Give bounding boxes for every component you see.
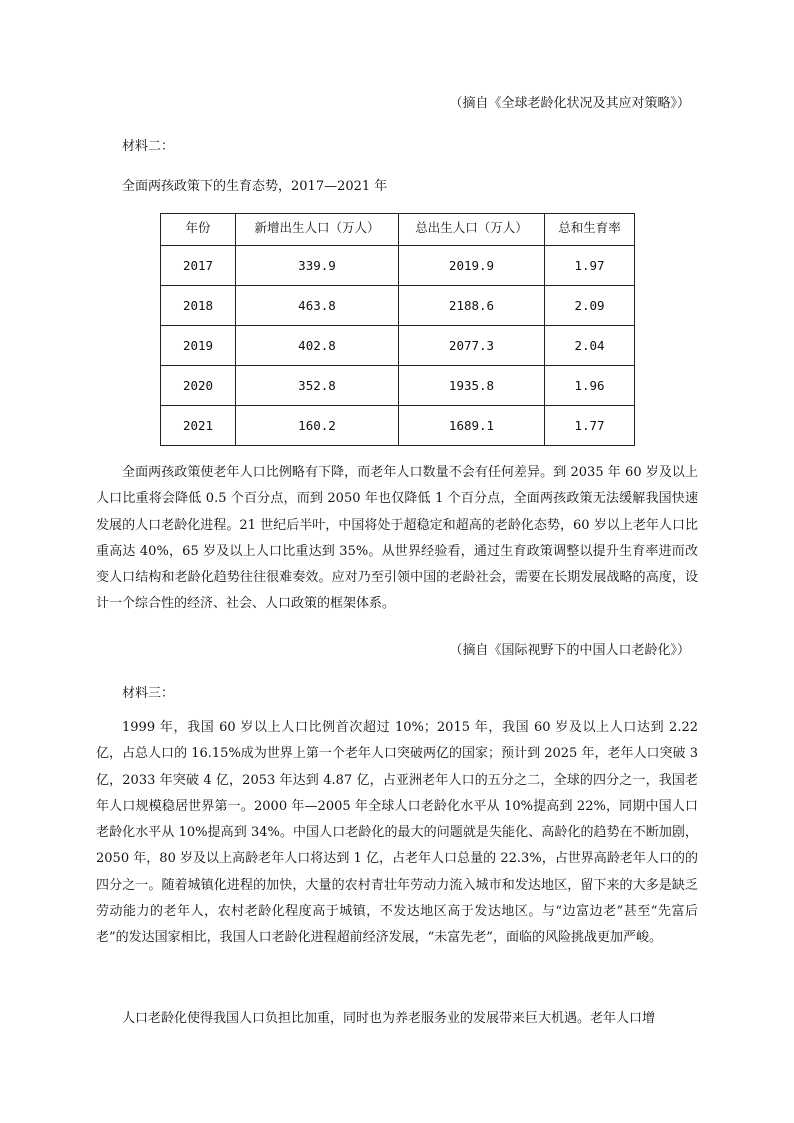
cell-year: 2021 [161, 406, 236, 446]
cell-total-births: 2077.3 [399, 326, 545, 366]
paragraph-material-3: 1999 年，我国 60 岁以上人口比例首次超过 10%；2015 年，我国 60 岁及以上人口达到 2.22 亿，占总人口的 16.15%成为世界上第一个老年人口突破两亿的国家；预计到 2025 年，老年人口突破 3 亿，2033 年突破 4 亿，2053 年达到 4.87 亿，占亚洲老年人口的五分之二，全球的四分之一，我国老年人口规模稳居世界第一。2000 年—2005 年全球人口老龄化水平从 10%提高到 22%，同期中国人口老龄化水平从 10%提高到 34%。中国人口老龄化的最大的问题就是失能化、高龄化的趋势在不断加剧，2050 年，80 岁及以上高龄老年人口将达到 1 亿，占老年人口总量的 22.3%，占世界高龄老年人口的的四分之一。随着城镇化进程的加快，大量的农村青壮年劳动力流入城市和发达地区，留下来的大多是缺乏劳动能力的老年人，农村老龄化程度高于城镇，不发达地区高于发达地区。与“边富边老”甚至“先富后老”的发达国家相比，我国人口老龄化进程超前经济发展，“未富先老”，面临的风险挑战更加严峻。 [96, 720, 698, 946]
cell-total-births: 1689.1 [399, 406, 545, 446]
cell-fertility-rate: 1.77 [545, 406, 635, 446]
table-row [161, 366, 635, 406]
cell-fertility-rate: 1.97 [545, 246, 635, 286]
cell-new-births: 463.8 [236, 286, 399, 326]
source-citation-2: （摘自《国际视野下的中国人口老龄化》） [449, 643, 690, 658]
cell-total-births: 2019.9 [399, 246, 545, 286]
table-row [161, 406, 635, 446]
cell-fertility-rate: 2.09 [545, 286, 635, 326]
birth-data-table [160, 213, 635, 446]
material-2-heading: 材料二： [122, 139, 175, 154]
table-header-row [161, 214, 635, 246]
cell-year: 2019 [161, 326, 236, 366]
table-row [161, 286, 635, 326]
header-new-births: 新增出生人口（万人） [236, 214, 399, 246]
cell-new-births: 160.2 [236, 406, 399, 446]
table-title: 全面两孩政策下的生育态势，2017—2021 年 [122, 179, 388, 194]
cell-total-births: 2188.6 [399, 286, 545, 326]
paragraph-material-2: 全面两孩政策使老年人口比例略有下降，而老年人口数量不会有任何差异。到 2035 年 60 岁及以上人口比重将会降低 0.5 个百分点，而到 2050 年也仅降低 1 个百分点，全面两孩政策无法缓解我国快速发展的人口老龄化进程。21 世纪后半叶，中国将处于超稳定和超高的老龄化态势，60 岁以上老年人口比重高达 40%，65 岁及以上人口比重达到 35%。从世界经验看，通过生育政策调整以提升生育率进而改变人口结构和老龄化趋势往往很难奏效。应对乃至引领中国的老龄社会，需要在长期发展战略的高度，设计一个综合性的经济、社会、人口政策的框架体系。 [96, 465, 698, 612]
cell-new-births: 402.8 [236, 326, 399, 366]
cell-fertility-rate: 2.04 [545, 326, 635, 366]
cell-year: 2020 [161, 366, 236, 406]
header-fertility-rate: 总和生育率 [545, 214, 635, 246]
cell-year: 2018 [161, 286, 236, 326]
cell-fertility-rate: 1.96 [545, 366, 635, 406]
cell-new-births: 352.8 [236, 366, 399, 406]
cell-year: 2017 [161, 246, 236, 286]
table-row [161, 326, 635, 366]
material-3-heading: 材料三： [122, 686, 175, 701]
cell-total-births: 1935.8 [399, 366, 545, 406]
header-total-births: 总出生人口（万人） [399, 214, 545, 246]
header-year: 年份 [161, 214, 236, 246]
source-citation-1: （摘自《全球老龄化状况及其应对策略》） [449, 96, 690, 111]
table-row [161, 246, 635, 286]
cell-new-births: 339.9 [236, 246, 399, 286]
paragraph-continuation: 人口老龄化使得我国人口负担比加重，同时也为养老服务业的发展带来巨大机遇。老年人口增 [122, 1011, 656, 1026]
